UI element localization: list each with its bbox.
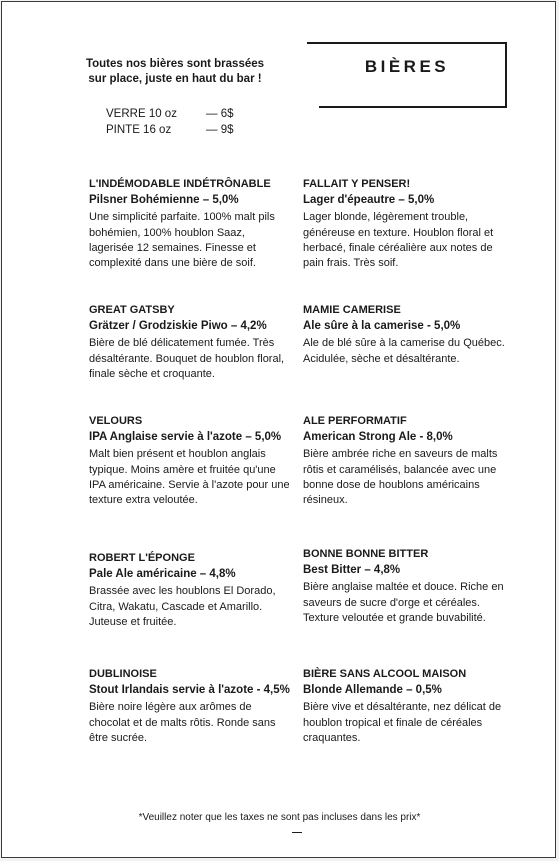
beer-description: Bière vive et désaltérante, nez délicat de houblon tropical et finale de céréales craquantes. <box>303 701 502 744</box>
beer-style: Blonde Allemande – 0,5% <box>303 684 442 697</box>
beer-item <box>303 303 508 367</box>
beer-name: BONNE BONNE BITTER <box>303 548 429 560</box>
price-label: PINTE 16 oz <box>106 123 172 136</box>
beer-style: Pale Ale américaine – 4,8% <box>89 568 236 581</box>
beer-item <box>89 551 291 630</box>
beer-description: Bière ambrée riche en saveurs de malts rôtis et caramélisés, balancée avec une bonne dose de houblons américains résineux. <box>303 448 498 507</box>
beer-name: GREAT GATSBY <box>89 304 175 316</box>
tax-footnote: *Veuillez noter que les taxes ne sont pas incluses dans les prix* <box>138 812 421 823</box>
beer-description: Bière de blé délicatement fumée. Très désaltérante. Bouquet de houblon floral, finale sèche et croquante. <box>89 337 285 380</box>
price-list <box>106 107 234 138</box>
price-value: — 6$ <box>206 108 234 120</box>
beer-style: Pilsner Bohémienne – 5,0% <box>89 194 239 207</box>
price-row-verre <box>106 107 234 123</box>
intro-line-1: Toutes nos bières sont brassées <box>85 58 265 70</box>
beer-style: American Strong Ale - 8,0% <box>303 431 453 444</box>
beer-item <box>303 414 508 508</box>
frame-line-top <box>307 42 507 44</box>
beer-description: Bière anglaise maltée et douce. Riche en saveurs de sucre d'orge et céréales. Texture veloutée et grande buvabilité. <box>303 581 504 624</box>
beer-name: L'INDÉMODABLE INDÉTRÔNABLE <box>89 178 271 190</box>
beer-description: Brassée avec les houblons El Dorado, Citra, Wakatu, Cascade et Amarillo. Juteuse et fruitée. <box>89 585 276 628</box>
beer-description: Lager blonde, légèrement trouble, généreuse en texture. Houblon floral et herbacé, finale céréalière aux notes de pain frais. Très soif. <box>303 211 494 270</box>
beer-item <box>89 667 291 746</box>
beer-item <box>303 547 508 626</box>
page-title: BIÈRES <box>364 57 450 76</box>
beer-description: Ale de blé sûre à la camerise du Québec. Acidulée, sèche et désaltérante. <box>303 337 505 365</box>
beer-name: VELOURS <box>89 415 143 427</box>
beer-item <box>303 667 508 746</box>
beer-description: Une simplicité parfaite. 100% malt pils bohémien, 100% houblon Saaz, lagerisée 12 semaines. Finesse et complexité dans une bière de soif. <box>89 211 275 270</box>
intro-line-2: sur place, juste en haut du bar ! <box>88 73 262 85</box>
beer-item <box>303 177 508 271</box>
beer-description: Bière noire légère aux arômes de chocolat et de malts rôtis. Ronde sans être sucrée. <box>89 701 276 744</box>
menu-page <box>1 1 556 858</box>
beer-item <box>89 414 291 508</box>
beer-name: ALE PERFORMATIF <box>303 415 407 427</box>
price-value: — 9$ <box>206 123 234 136</box>
beer-style: Best Bitter – 4,8% <box>303 564 401 577</box>
frame-line-bottom <box>319 106 507 108</box>
beer-name: BIÈRE SANS ALCOOL MAISON <box>303 668 467 680</box>
beer-name: MAMIE CAMERISE <box>303 304 401 316</box>
beer-name: ROBERT L'ÉPONGE <box>89 552 195 564</box>
beer-name: FALLAIT Y PENSER! <box>303 178 411 190</box>
price-row-pinte <box>106 123 234 139</box>
beer-style: IPA Anglaise servie à l'azote – 5,0% <box>89 431 282 444</box>
price-label: VERRE 10 oz <box>106 108 177 120</box>
beer-description: Malt bien présent et houblon anglais typique. Moins amère et fruitée qu'une IPA américaine. Servie à l'azote pour une texture extra veloutée. <box>89 448 290 507</box>
beer-style: Ale sûre à la camerise - 5,0% <box>303 320 461 333</box>
beer-name: DUBLINOISE <box>89 668 157 680</box>
beer-item <box>89 303 291 382</box>
beer-item <box>89 177 291 271</box>
title-frame <box>307 42 507 108</box>
beer-style: Stout Irlandais servie à l'azote - 4,5% <box>89 684 290 697</box>
beer-style: Grätzer / Grodziskie Piwo – 4,2% <box>89 320 267 333</box>
footer-dash <box>292 832 302 833</box>
intro-text <box>70 57 280 87</box>
beer-style: Lager d'épeautre – 5,0% <box>303 194 435 207</box>
